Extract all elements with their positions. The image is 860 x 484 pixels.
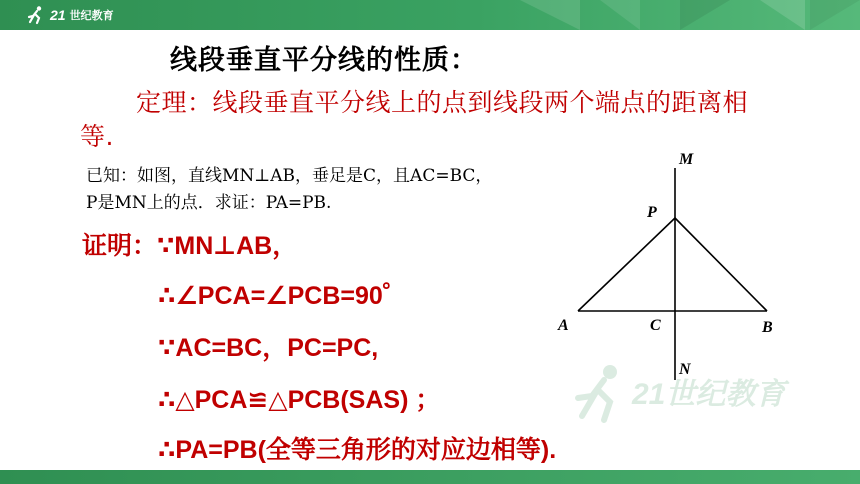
runner-icon — [26, 5, 46, 25]
given-line-2: P是MN上的点．求证：PA=PB. — [86, 193, 332, 213]
bottom-banner — [0, 470, 860, 484]
proof-line-3: ∵AC=BC，PC=PC, — [158, 334, 379, 362]
brand-number: 21 — [50, 7, 66, 23]
top-banner — [0, 0, 860, 30]
label-c: C — [650, 317, 661, 334]
segment-pb — [675, 218, 767, 311]
proof-line-2: ∴∠PCA=∠PCB=90゜ — [158, 282, 408, 310]
given-statement — [86, 163, 611, 217]
brand-logo — [26, 5, 114, 25]
segment-pa — [578, 218, 675, 311]
proof-line-5: ∴PA=PB(全等三角形的对应边相等). — [158, 436, 557, 464]
theorem-text: 定理：线段垂直平分线上的点到线段两个端点的距离相等. — [80, 88, 749, 151]
label-a: A — [558, 317, 569, 334]
label-m: M — [679, 151, 694, 168]
label-n: N — [679, 361, 691, 378]
given-line-1: 已知：如图，直线MN⊥AB，垂足是C，且AC=BC， — [86, 166, 493, 186]
watermark-text: 21世纪教育 — [632, 378, 786, 411]
slide-title: 线段垂直平分线的性质： — [170, 45, 478, 76]
label-p: P — [647, 204, 657, 221]
label-b: B — [762, 319, 773, 336]
geometry-figure — [548, 140, 798, 390]
watermark-logo — [570, 362, 830, 432]
proof-line-1: 证明：∵MN⊥AB， — [82, 232, 298, 260]
proof-line-4: ∴△PCA≌△PCB(SAS) ； — [158, 386, 441, 414]
brand-name: 世纪教育 — [69, 9, 114, 22]
